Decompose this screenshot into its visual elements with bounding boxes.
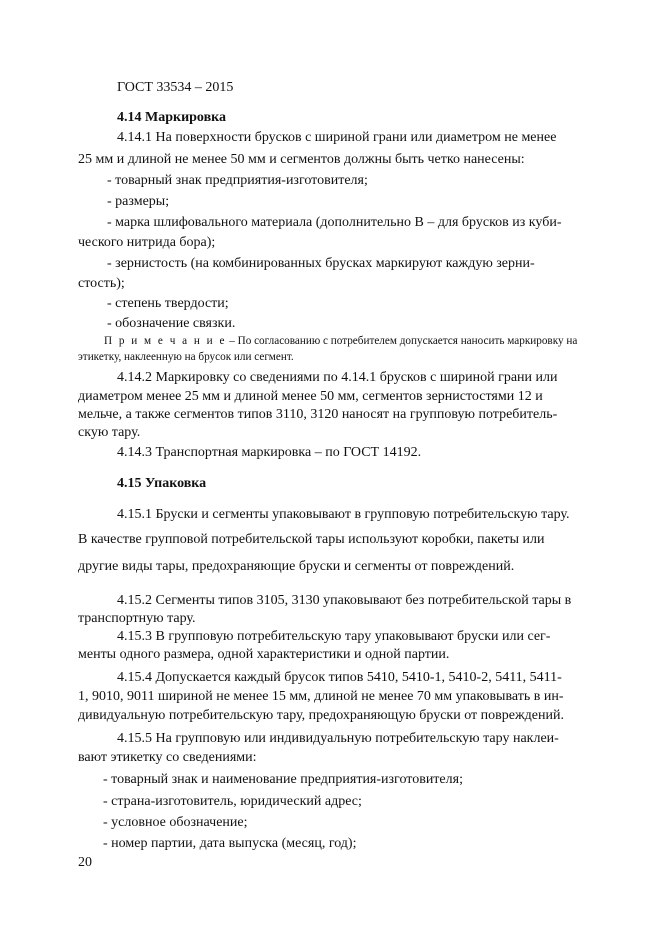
para-4-14-1-line: 25 мм и длиной не менее 50 мм и сегментов должны быть четко нанесены: xyxy=(78,152,525,167)
document-header: ГОСТ 33534 – 2015 xyxy=(117,80,234,95)
list-item: - страна-изготовитель, юридический адрес; xyxy=(103,794,362,809)
list-item: - степень твердости; xyxy=(107,296,229,311)
note-line-2: этикетку, наклеенную на брусок или сегмент. xyxy=(78,351,294,363)
para-4-15-1-line: 4.15.1 Бруски и сегменты упаковывают в групповую потребительскую тару. xyxy=(117,507,570,522)
para-4-15-5-line: 4.15.5 На групповую или индивидуальную потребительскую тару наклеи- xyxy=(117,731,559,746)
note-text: – По согласованию с потребителем допускается наносить маркировку на xyxy=(226,335,578,347)
para-4-14-3: 4.14.3 Транспортная маркировка – по ГОСТ 14192. xyxy=(117,445,422,460)
list-item: - товарный знак предприятия-изготовителя; xyxy=(107,173,368,188)
note-line-1 xyxy=(104,333,577,349)
para-4-15-4-line: 4.15.4 Допускается каждый брусок типов 5410, 5410-1, 5410-2, 5411, 5411- xyxy=(117,670,562,685)
list-item: - обозначение связки. xyxy=(107,316,236,331)
page-number: 20 xyxy=(78,855,92,870)
para-4-14-2-line: мельче, а также сегментов типов 3110, 3120 наносят на групповую потребитель- xyxy=(78,407,558,422)
para-4-14-1-line: 4.14.1 На поверхности брусков с шириной грани или диаметром не менее xyxy=(117,130,557,145)
list-item-continuation: стость); xyxy=(78,276,125,291)
para-4-15-2-line: транспортную тару. xyxy=(78,611,196,626)
list-item: - зернистость (на комбинированных брусках маркируют каждую зерни- xyxy=(107,256,535,271)
list-item: - номер партии, дата выпуска (месяц, год); xyxy=(103,836,357,851)
section-4-14-heading: 4.14 Маркировка xyxy=(117,110,226,125)
section-4-15-heading: 4.15 Упаковка xyxy=(117,476,207,491)
para-4-15-3-line: 4.15.3 В групповую потребительскую тару упаковывают бруски или сег- xyxy=(117,629,551,644)
note-label: П р и м е ч а н и е xyxy=(104,335,227,347)
para-4-14-2-line: диаметром менее 25 мм и длиной менее 50 мм, сегментов зернистостями 12 и xyxy=(78,389,543,404)
list-item: - марка шлифовального материала (дополнительно В – для брусков из куби- xyxy=(107,215,562,230)
para-4-15-2-line: 4.15.2 Сегменты типов 3105, 3130 упаковывают без потребительской тары в xyxy=(117,593,572,608)
list-item: - размеры; xyxy=(107,194,170,209)
para-4-15-4-line: 1, 9010, 9011 шириной не менее 15 мм, длиной не менее 70 мм упаковывать в ин- xyxy=(78,689,564,704)
para-4-14-2-line: 4.14.2 Маркировку со сведениями по 4.14.1 брусков с шириной грани или xyxy=(117,370,558,385)
list-item-continuation: ческого нитрида бора); xyxy=(78,235,216,250)
para-4-15-5-line: вают этикетку со сведениями: xyxy=(78,750,257,765)
para-4-14-2-line: скую тару. xyxy=(78,425,141,440)
para-4-15-3-line: менты одного размера, одной характеристики и одной партии. xyxy=(78,647,450,662)
list-item: - товарный знак и наименование предприятия-изготовителя; xyxy=(103,772,463,787)
list-item: - условное обозначение; xyxy=(103,815,248,830)
para-4-15-1-line: В качестве групповой потребительской тары используют коробки, пакеты или xyxy=(78,532,545,547)
para-4-15-1-line: другие виды тары, предохраняющие бруски и сегменты от повреждений. xyxy=(78,559,515,574)
para-4-15-4-line: дивидуальную потребительскую тару, предохраняющую бруски от повреждений. xyxy=(78,708,564,723)
